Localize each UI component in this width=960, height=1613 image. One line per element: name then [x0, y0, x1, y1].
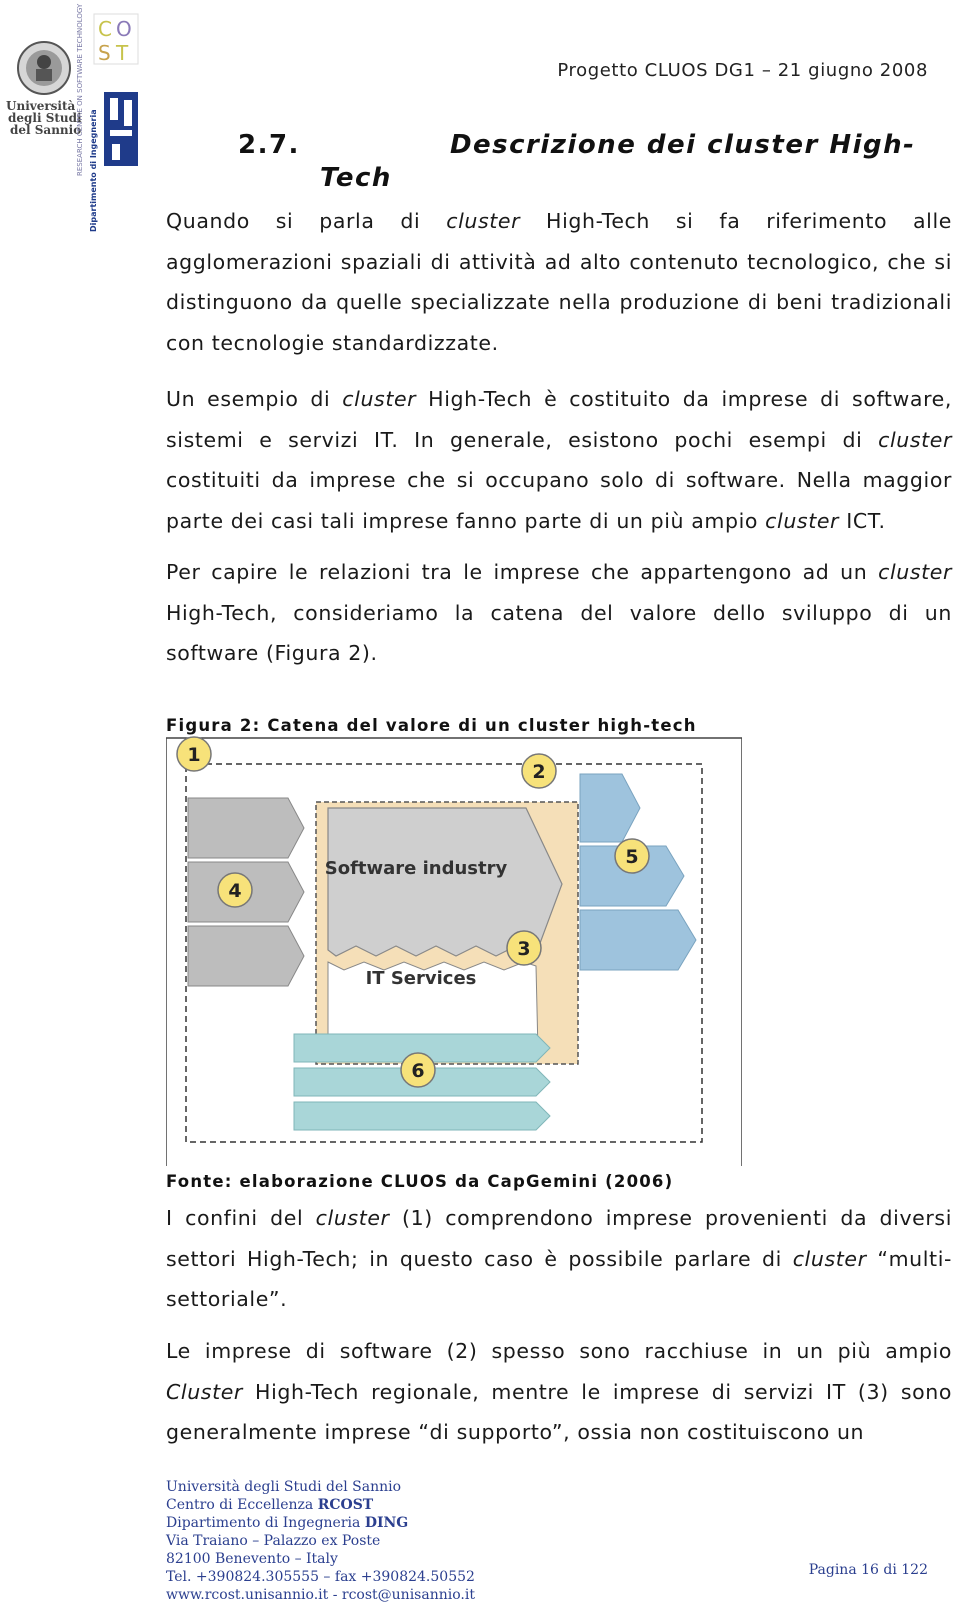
value-chain-diagram — [166, 734, 742, 1166]
badge-2 — [522, 754, 556, 788]
svg-text:T: T — [116, 41, 129, 65]
figure-source: Fonte: elaborazione CLUOS da CapGemini (2006) — [166, 1172, 674, 1191]
section-title — [238, 130, 915, 160]
support-arrow-3 — [294, 1102, 550, 1130]
output-arrow-3 — [580, 910, 696, 970]
svg-text:3: 3 — [517, 938, 531, 960]
cost-logo-top: C — [98, 17, 112, 41]
section-title-line1: Descrizione dei cluster High- — [449, 130, 916, 160]
badge-1 — [177, 737, 211, 771]
input-arrow-1 — [188, 798, 304, 858]
svg-text:6: 6 — [411, 1060, 425, 1082]
it-services-label: IT Services — [365, 968, 477, 989]
footer-university: Università degli Studi del Sannio — [166, 1479, 402, 1495]
university-name-line2: degli Studi — [8, 111, 82, 125]
rcost-vertical-text: RESEARCH CENTRE ON SOFTWARE TECHNOLOGY — [76, 3, 84, 176]
university-logo — [0, 0, 150, 240]
footer-street: Via Traiano – Palazzo ex Poste — [166, 1533, 381, 1549]
section-title-line2: Tech — [320, 163, 392, 193]
software-industry-label: Software industry — [324, 858, 508, 879]
university-name-line3: del Sannio — [10, 123, 82, 137]
paragraph-3: Per capire le relazioni tra le imprese che appartengono ad un cluster High-Tech, consideriamo la catena del valore dello sviluppo di un software (Figura 2). — [166, 560, 952, 665]
ding-vertical-text: Dipartimento di Ingegneria — [89, 109, 98, 232]
paragraph-1: Quando si parla di cluster High-Tech si fa riferimento alle agglomerazioni spaziali di attività ad alto contenuto tecnologico, che si distinguono da quelle specializzate nella produzione di beni tradizionali con tecnologie standardizzate. — [166, 209, 952, 355]
svg-text:2: 2 — [532, 761, 546, 783]
paragraph-5: Le imprese di software (2) spesso sono racchiuse in un più ampio Cluster High-Tech regionale, mentre le imprese di servizi IT (3) sono generalmente imprese “di supporto”, ossia non costituiscono un — [166, 1339, 952, 1444]
ding-logo — [104, 92, 138, 166]
svg-text:5: 5 — [625, 846, 639, 868]
svg-text:S: S — [98, 41, 111, 65]
footer-city: 82100 Benevento – Italy — [166, 1551, 338, 1567]
footer-web[interactable]: www.rcost.unisannio.it - rcost@unisannio.it — [166, 1587, 475, 1603]
svg-text:4: 4 — [228, 880, 242, 902]
footer-phone: Tel. +390824.305555 – fax +390824.50552 — [166, 1569, 475, 1585]
footer-rcost: Centro di Eccellenza RCOST — [166, 1497, 374, 1513]
figure-caption: Figura 2: Catena del valore di un cluster high-tech — [166, 716, 697, 735]
badge-3 — [507, 931, 541, 965]
badge-6 — [401, 1053, 435, 1087]
svg-text:O: O — [116, 17, 132, 41]
input-arrow-3 — [188, 926, 304, 986]
project-header: Progetto CLUOS DG1 – 21 giugno 2008 — [557, 60, 928, 81]
page-number: Pagina 16 di 122 — [808, 1562, 928, 1578]
value-chain-figure — [166, 734, 742, 1166]
paragraph-4: I confini del cluster (1) comprendono imprese provenienti da diversi settori High-Tech; in questo caso è possibile parlare di cluster “multi-settoriale”. — [166, 1206, 952, 1311]
badge-5 — [615, 839, 649, 873]
paragraph-2: Un esempio di cluster High-Tech è costituito da imprese di software, sistemi e servizi IT. In generale, esistono pochi esempi di cluster costituiti da imprese che si occupano solo di software. Nella maggior parte dei casi tali imprese fanno parte di un più ampio cluster ICT. — [166, 387, 952, 533]
footer-address — [166, 1478, 475, 1604]
header-logos — [0, 0, 150, 240]
svg-text:1: 1 — [187, 744, 201, 766]
badge-4 — [218, 873, 252, 907]
university-name-line1: Università — [6, 99, 76, 113]
section-number: 2.7. — [238, 130, 300, 160]
footer-ding: Dipartimento di Ingegneria DING — [166, 1515, 409, 1531]
